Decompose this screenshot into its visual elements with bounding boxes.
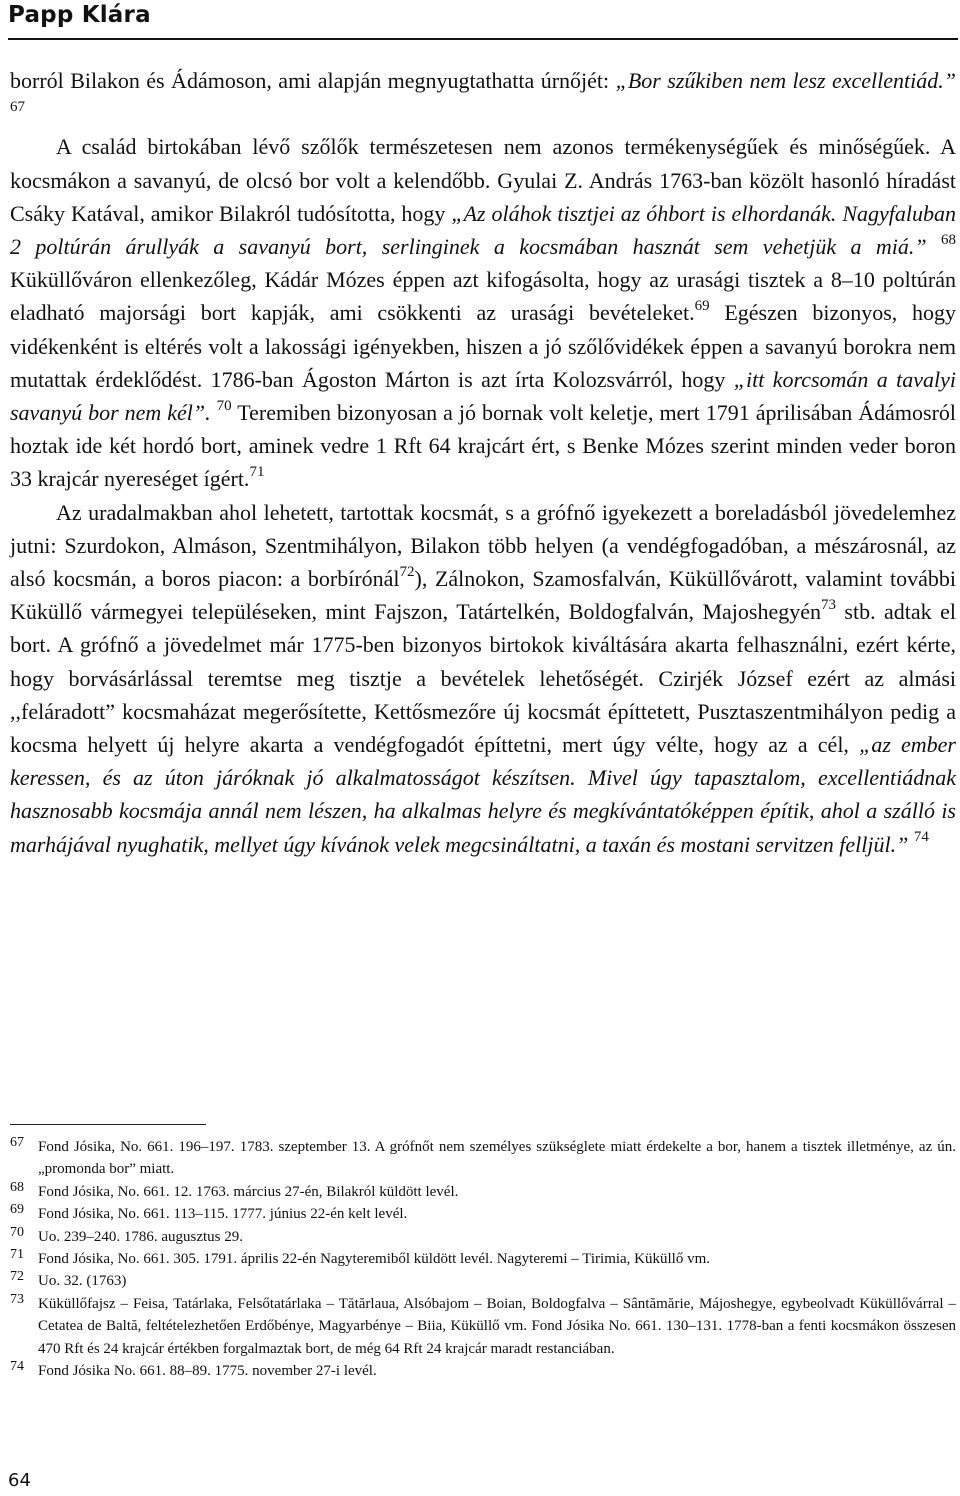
footnote-text: Küküllőfajsz – Feisa, Tatárlaka, Felsőtatárlaka – Tătărlaua, Alsóbajom – Boian, Boldogfalva – Sântămărie, Májoshegye, egybeolvadt Küküllővárral – Cetatea de Baltă, feltételezhetően Erdőbénye, Magyarbénye – Biia, Küküllő vm. Fond Jósika No. 661. 130–131. 1778-ban a fenti kocsmákon összesen 470 Rft és 24 krajcár értékben forgalmaztak bort, de még 64 Rft 24 krajcár maradt restanciában. [38, 1295, 956, 1357]
footnote-ref: 68 [941, 231, 956, 248]
footnote [10, 1360, 956, 1382]
footnote-number: 74 [10, 1359, 24, 1375]
footnotes [10, 1136, 956, 1382]
text-run: borról Bilakon és Ádámoson, ami alapján megnyugtathatta úrnőjét: [10, 68, 616, 93]
footnote-text: Fond Jósika, No. 661. 196–197. 1783. szeptember 13. A grófnőt nem személyes szükséglete miatt érdekelte a bor, hanem a tisztek illetménye, az ún. „promonda bor” miatt. [38, 1139, 956, 1178]
footnote [10, 1293, 956, 1360]
text-run: ), Zálnokon, Szamosfalván, Küküllővárott, valamint további Küküllő vármegyei településeken, mint Fajszon, Tatártelkén, Boldogfalván, Majoshegyén [10, 566, 956, 625]
footnote-text: Fond Jósika No. 661. 88–89. 1775. november 27-i levél. [38, 1363, 377, 1380]
footnote-text: Uo. 32. (1763) [38, 1273, 127, 1290]
footnote [10, 1136, 956, 1181]
footnote-ref: 70 [216, 397, 232, 414]
footnote-separator [10, 1124, 206, 1125]
text-run: Egészen bizonyos, hogy vidékenként is eltérés volt a lakossági igényekben, hiszen a jó szőlővidékek éppen a savanyú borokra nem mutattak érdeklődést. 1786-ban Ágoston Márton is azt írta Kolozsvárról, hogy [10, 300, 956, 392]
footnote-number: 72 [10, 1269, 24, 1285]
footnote-number: 70 [10, 1224, 24, 1240]
footnote-ref: 73 [821, 596, 836, 613]
page-number: 64 [8, 1470, 31, 1491]
main-text [10, 64, 956, 861]
footnote-number: 73 [10, 1291, 24, 1307]
footnote [10, 1248, 956, 1270]
footnote-text: Fond Jósika, No. 661. 12. 1763. március 27-én, Bilakról küldött levél. [38, 1183, 459, 1200]
quotation: „Bor szűkiben nem lesz excellentiád.” [615, 68, 956, 93]
footnote-text: Fond Jósika, No. 661. 305. 1791. április 22-én Nagyteremiből küldött levél. Nagyteremi – Tirimia, Küküllő vm. [38, 1251, 711, 1268]
footnote-text: Uo. 239–240. 1786. augusztus 29. [38, 1228, 243, 1245]
footnote-ref: 69 [694, 298, 710, 315]
footnote-text: Fond Jósika, No. 661. 113–115. 1777. június 22-én kelt levél. [38, 1206, 408, 1223]
footnote [10, 1226, 956, 1248]
paragraph [10, 130, 956, 495]
text-run: Teremiben bizonyosan a jó bornak volt keletje, mert 1791 áprilisában Ádámosról hoztak ide két hordó bort, aminek vedre 1 Rft 64 krajcárt ért, s Benke Mózes szerint minden veder boron 33 krajcár nyereséget ígért. [10, 400, 957, 492]
running-header [8, 0, 958, 40]
footnote-number: 68 [10, 1179, 24, 1195]
text-run: stb. adtak el bort. A grófnő a jövedelmet már 1775-ben bizonyos birtokok kiváltására akarta felhasználni, ezért kérte, hogy borvásárlással teremtse meg tisztje a bevételek lehetőségét. Czirjék József ezért az almási ,,feláradott” kocsmaházat megerősítette, Kettősmezőre új kocsmát építtetett, Pusztaszentmihályon pedig a kocsma helyett új helyre akarta a vendégfogadót építtetni, mert úgy vélte, hogy az a cél, [10, 599, 956, 758]
footnote-number: 71 [10, 1247, 24, 1263]
paragraph [10, 64, 956, 130]
text-run: Küküllőváron ellenkezőleg, Kádár Mózes éppen azt kifogásolta, hogy az urasági tisztek a 8–10 poltúrán eladható majorsági bort kapják, ami csökkenti az urasági bevételeket. [10, 267, 956, 326]
paragraph [10, 496, 956, 861]
footnote [10, 1203, 956, 1225]
header-author: Papp Klára [8, 2, 151, 28]
quotation: „Az oláhok tisztjei az óhbort is elhordanák. Nagyfaluban 2 poltúrán árullyák a savanyú bort, serlinginek a kocsmában hasznát sem vehetjük a miá.” [10, 200, 956, 260]
footnote-ref: 67 [10, 98, 25, 115]
footnote-ref: 72 [399, 563, 415, 580]
quotation: „az ember keressen, és az úton járóknak jó alkalmatosságot készítsen. Mivel úgy tapasztalom, excellentiádnak hasznosabb kocsmája annál nem lészen, ha alkalmas helyre és megkívántatóképpen építik, ahol a szálló is marhájával nyughatik, mellyet úgy kívánok velek megcsináltatni, a taxán és mostani servitzen felljül.” [10, 732, 956, 857]
footnote [10, 1181, 956, 1203]
footnote-ref: 74 [913, 829, 929, 846]
text-run [927, 234, 941, 259]
text-run: A család birtokában lévő szőlők természetesen nem azonos termékenységűek és minőségűek. A kocsmákon a savanyú, de olcsó bor volt a kelendőbb. Gyulai Z. András 1763-ban közölt hasonló híradást Csáky Katával, amikor Bilakról tudósította, hogy [10, 134, 956, 226]
footnote-number: 67 [10, 1135, 24, 1150]
footnote [10, 1270, 956, 1292]
text-run [211, 400, 217, 425]
quotation: „itt korcsomán a tavalyi savanyú bor nem kél”. [10, 366, 956, 426]
footnote-ref: 71 [249, 464, 265, 481]
text-run: Az uradalmakban ahol lehetett, tartottak kocsmát, s a grófnő igyekezett a boreladásból jövedelemhez jutni: Szurdokon, Almáson, Szentmihályon, Bilakon több helyen (a vendégfogadóban, a mészárosnál, az alsó kocsmán, a boros piacon: a borbírónál [10, 499, 956, 592]
footnote-number: 69 [10, 1202, 24, 1218]
